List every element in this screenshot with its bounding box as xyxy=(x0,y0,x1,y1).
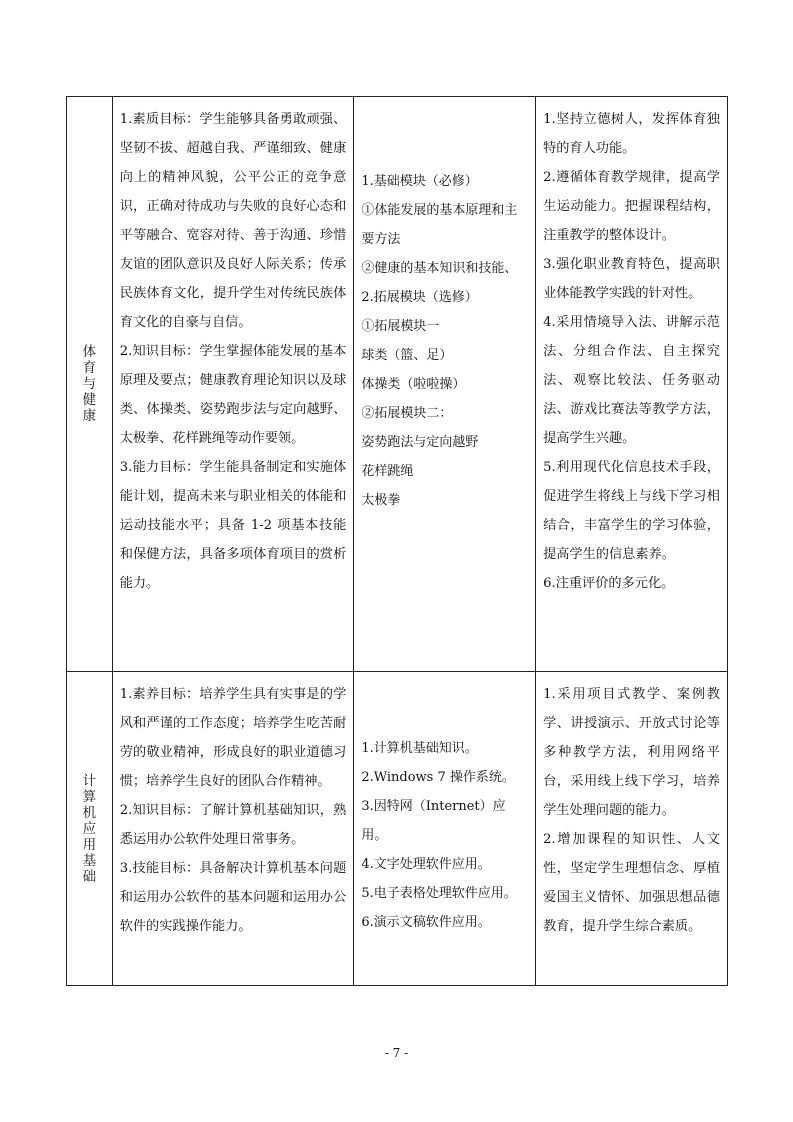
method-paragraph: 2.增加课程的知识性、人文性，坚定学生理想信念、厚植爱国主义情怀、加强思想品德教育，提升学生综合素质。 xyxy=(543,832,720,934)
goal-paragraph: 3.技能目标：具备解决计算机基本问题和运用办公软件的基本问题和运用办公软件的实践操作能力。 xyxy=(119,861,347,934)
methods-cell xyxy=(536,97,728,672)
content-item: ①体能发展的基本原理和主要方法 xyxy=(361,203,518,247)
goal-paragraph: 1.素养目标：培养学生具有实事是的学风和严谨的工作态度；培养学生吃苦耐劳的敬业精神，形成良好的职业道德习惯；培养学生良好的团队合作精神。 xyxy=(119,687,347,789)
content-item: 1.基础模块（必修） xyxy=(361,174,478,189)
method-paragraph: 4.采用情境导入法、讲解示范法、分组合作法、自主探究法、观察比较法、任务驱动法、游戏比赛法等教学方法，提高学生兴趣。 xyxy=(543,315,720,446)
page-number: - 7 - xyxy=(384,1046,409,1060)
goal-paragraph: 2.知识目标：学生掌握体能发展的基本原理及要点；健康教育理论知识以及球类、体操类、姿势跑步法与定向越野、太极拳、花样跳绳等动作要领。 xyxy=(119,344,347,446)
content-item: 6.演示文稿软件应用。 xyxy=(361,915,491,930)
method-paragraph: 6.注重评价的多元化。 xyxy=(543,576,675,591)
course-name: 计算机应用基础 xyxy=(82,772,97,885)
content-item: 2.Windows 7 操作系统。 xyxy=(361,770,515,785)
goals-cell xyxy=(112,97,354,672)
curriculum-table xyxy=(66,96,728,986)
table-row xyxy=(67,97,728,672)
content-item: 5.电子表格处理软件应用。 xyxy=(361,886,517,901)
content-item: 花样跳绳 xyxy=(361,464,414,479)
method-paragraph: 1.坚持立德树人，发挥体育独特的育人功能。 xyxy=(543,112,720,156)
content-item: 2.拓展模块（选修） xyxy=(361,290,478,305)
goal-paragraph: 1.素质目标：学生能够具备勇敢顽强、坚韧不拔、超越自我、严谨细致、健康向上的精神风貌，公平公正的竞争意识，正确对待成功与失败的良好心态和平等融合、宽容对待、善于沟通、珍惜友谊的团队意识及良好人际关系；传承民族体育文化，提升学生对传统民族体育文化的自豪与自信。 xyxy=(119,112,347,330)
content-item: 3.因特网（Internet）应用。 xyxy=(361,799,506,843)
method-paragraph: 1.采用项目式教学、案例教学、讲授演示、开放式讨论等多种教学方法，利用网络平台，采用线上线下学习，培养学生处理问题的能力。 xyxy=(543,687,720,818)
content-item: 体操类（啦啦操） xyxy=(361,377,466,392)
content-cell xyxy=(354,672,536,986)
course-name: 体育与健康 xyxy=(82,344,97,424)
content-item: ②健康的基本知识和技能、 xyxy=(361,261,518,276)
table-row xyxy=(67,672,728,986)
content-item: 4.文字处理软件应用。 xyxy=(361,857,491,872)
method-paragraph: 2.遵循体育教学规律，提高学生运动能力。把握课程结构，注重教学的整体设计。 xyxy=(543,170,720,243)
method-paragraph: 3.强化职业教育特色，提高职业体能教学实践的针对性。 xyxy=(543,257,720,301)
content-item: 太极拳 xyxy=(361,493,401,508)
goal-paragraph: 3.能力目标：学生能具备制定和实施体能计划，提高未来与职业相关的体能和运动技能水平；具备 1-2 项基本技能和保健方法，具备多项体育项目的赏析能力。 xyxy=(119,460,347,591)
content-cell xyxy=(354,97,536,672)
content-item: 球类（篮、足） xyxy=(361,348,453,363)
course-name-cell xyxy=(67,97,113,672)
content-item: ②拓展模块二： xyxy=(361,406,453,421)
method-paragraph: 5.利用现代化信息技术手段，促进学生将线上与线下学习相结合，丰富学生的学习体验，提高学生的信息素养。 xyxy=(543,460,720,562)
methods-cell xyxy=(536,672,728,986)
goals-cell xyxy=(112,672,354,986)
goal-paragraph: 2.知识目标：了解计算机基础知识，熟悉运用办公软件处理日常事务。 xyxy=(119,803,347,847)
content-item: 1.计算机基础知识。 xyxy=(361,741,478,756)
course-name-cell xyxy=(67,672,113,986)
content-item: ①拓展模块一 xyxy=(361,319,440,334)
content-item: 姿势跑法与定向越野 xyxy=(361,435,479,450)
